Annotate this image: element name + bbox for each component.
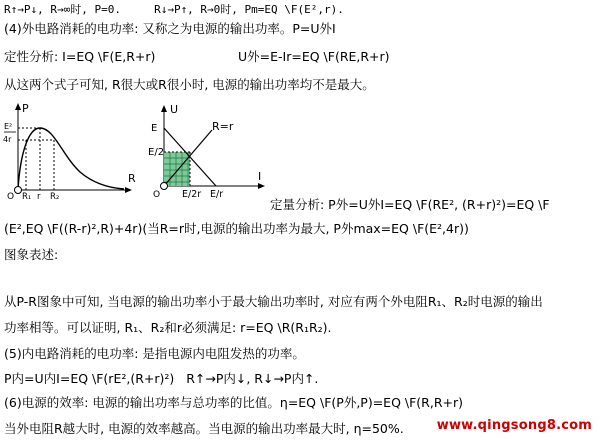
line-power-limits: R↑→P↓, R→∞时, P=0. R↓→P↑, R→0时, Pm=EQ \F(E²,r). [4, 3, 344, 16]
u-axis-label: U [170, 103, 179, 116]
line-efficiency-conclusion: 当外电阻R越大时, 电源的效率越高。当电源的输出功率最大时, η=50%. [4, 421, 404, 436]
r2-label: R₂ [50, 192, 60, 200]
r-label: r [37, 192, 41, 200]
r-axis-label: R [128, 172, 136, 185]
site-watermark: www.qingsong8.com [436, 418, 592, 433]
p-r-graph [2, 100, 137, 200]
u-i-graph [148, 100, 273, 200]
i-axis-label: I [258, 170, 262, 183]
line-qualitative-current: 定性分析: I=EQ \F(E,R+r) [4, 49, 156, 64]
line-conclusion: 从这两个式子可知, R很大或R很小时, 电源的输出功率均不是最大。 [4, 77, 375, 92]
line-quantitative: 定量分析: P外=U外I=EQ \F(RE², (R+r)²)=EQ \F [270, 197, 550, 212]
full-i-label: E/r [210, 189, 224, 200]
peak-numerator: E² [4, 122, 13, 131]
line-max-power: (E²,EQ \F((R-r)²,R)+4r)(当R=r时,电源的输出功率为最大, P外max=EQ \F(E²,4r)) [4, 221, 469, 236]
line-pr-graph-analysis: 从P-R图象中可知, 当电源的输出功率小于最大输出功率时, 对应有两个外电阻R₁、R₂时电源的输出 [4, 294, 543, 309]
line-output-power-def: (4)外电路消耗的电功率: 又称之为电源的输出功率。P=U外I [4, 21, 336, 36]
half-e-label: E/2 [148, 147, 165, 158]
half-i-label: E/2r [182, 189, 202, 200]
r1-label: R₁ [22, 192, 32, 200]
line-internal-power-def: (5)内电路消耗的电功率: 是指电源内电阻发热的功率。 [4, 346, 305, 361]
origin-label: O [7, 192, 15, 200]
origin-label-2: O [153, 190, 161, 200]
line-r1-r2-relation: 功率相等。可以证明, R₁、R₂和r必须满足: r=EQ \R(R₁R₂). [4, 320, 332, 335]
line-efficiency-def: (6)电源的效率: 电源的输出功率与总功率的比值。η=EQ \F(P外,P)=EQ \F(R,R+r) [4, 395, 463, 410]
peak-denominator: 4r [3, 135, 12, 144]
e-label: E [151, 123, 158, 134]
p-axis-label: P [22, 102, 29, 115]
line-internal-power-formula: P内=U内I=EQ \F(rE²,(R+r)²) R↑→P内↓, R↓→P内↑. [4, 371, 319, 386]
line-graph-statement: 图象表述: [4, 247, 59, 262]
r-equals-r-label: R=r [212, 120, 234, 133]
line-qualitative-voltage: U外=E-Ir=EQ \F(RE,R+r) [238, 49, 390, 64]
